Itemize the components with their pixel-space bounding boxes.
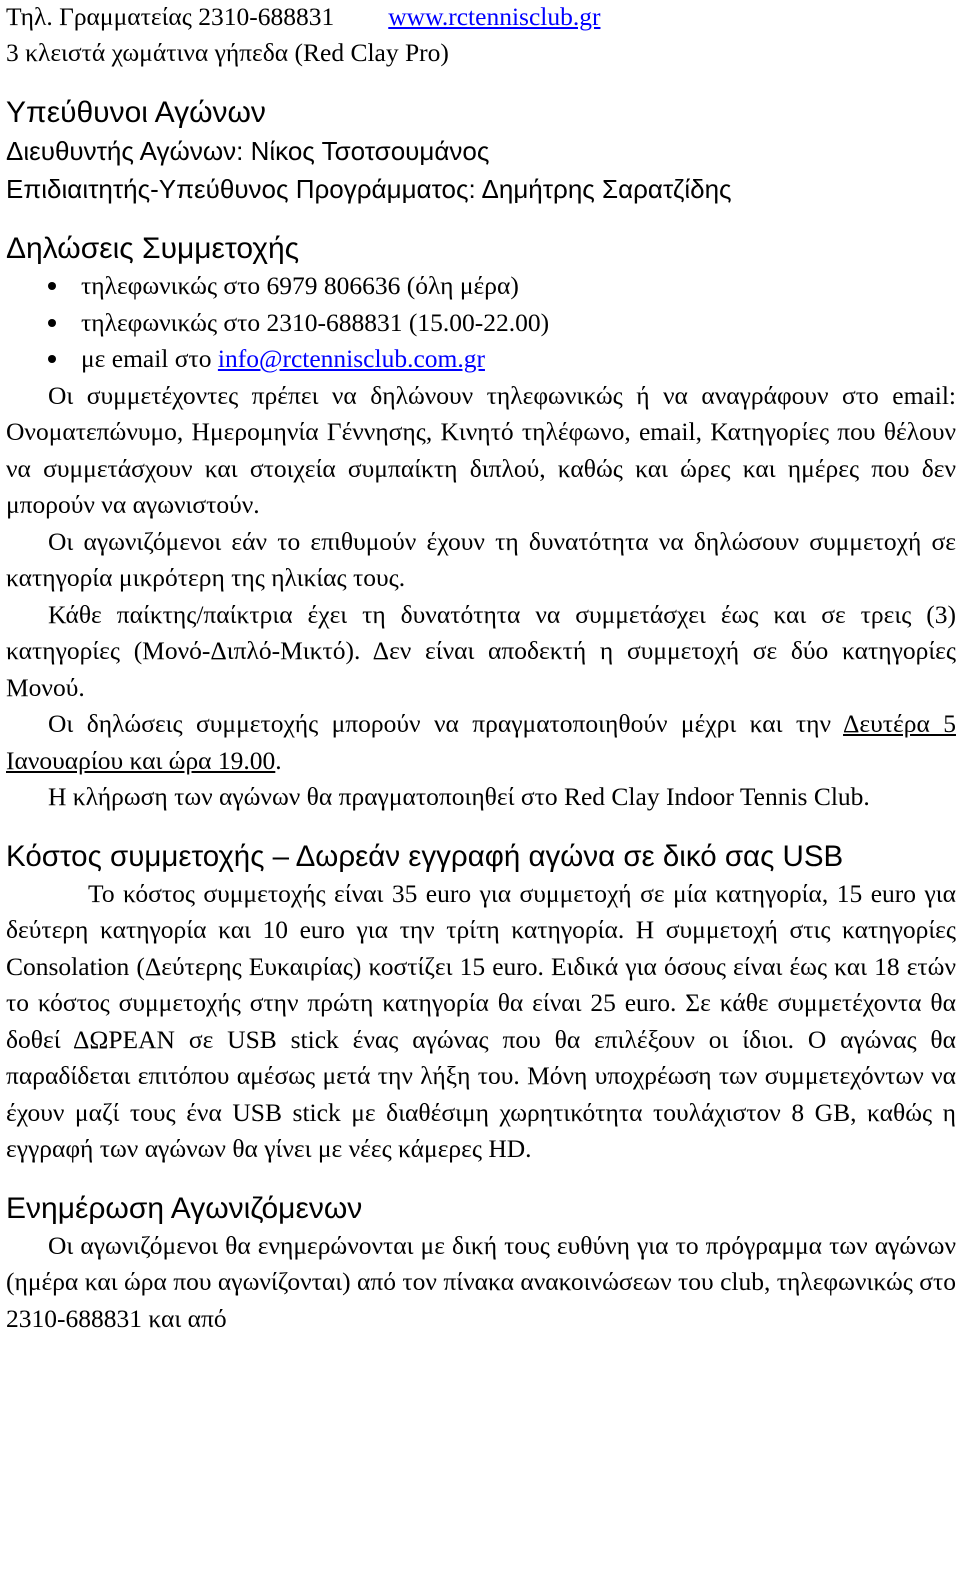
header-contact-line (6, 0, 956, 34)
website-link[interactable]: www.rctennisclub.gr (388, 2, 601, 31)
tournament-director: Διευθυντής Αγώνων: Νίκος Τσοτσουμάνος (6, 136, 490, 166)
document-page (6, 0, 956, 1337)
registration-method-item: με email στο info@rctennisclub.com.gr (6, 341, 956, 378)
bullet-icon (48, 282, 56, 290)
age-category-paragraph: Οι αγωνιζόμενοι εάν το επιθυμούν έχουν τη δυνατότητα να δηλώσουν συμμετοχή σε κατηγορία μικρότερη της ηλικίας τους. (6, 526, 956, 592)
registration-details-paragraph: Οι συμμετέχοντες πρέπει να δηλώνουν τηλεφωνικώς ή να αναγράφουν στο email: Ονοματεπώνυμο, Ημερομηνία Γέννησης, Κινητό τηλέφωνο, email, Κατηγορίες που θέλουν να συμμετάσχουν και στοιχεία συμπαίκτη διπλού, καθώς και ώρες και ημέρες που δεν μπορούν να αγωνιστούν. (6, 380, 956, 519)
email-link[interactable]: info@rctennisclub.com.gr (217, 344, 485, 373)
info-heading: Ενημέρωση Αγωνιζόμενων (6, 1191, 363, 1225)
bullet-icon (48, 319, 56, 327)
secretariat-phone: Τηλ. Γραμματείας 2310-688831 (6, 2, 335, 31)
deadline-date: Δευτέρα 5 Ιανουαρίου και ώρα 19.00 (6, 709, 956, 775)
registration-method-item: τηλεφωνικώς στο 6979 806636 (όλη μέρα) (6, 268, 956, 305)
deadline-paragraph: Οι δηλώσεις συμμετοχής μπορούν να πραγματοποιηθούν μέχρι και την Δευτέρα 5 Ιανουαρίου και ώρα 19.00. (6, 709, 956, 775)
courts-info: 3 κλειστά χωμάτινα γήπεδα (Red Clay Pro) (6, 38, 449, 67)
cost-heading: Κόστος συμμετοχής – Δωρεάν εγγραφή αγώνα σε δικό σας USB (6, 839, 844, 873)
registration-heading: Δηλώσεις Συμμετοχής (6, 232, 300, 265)
bullet-icon (48, 355, 56, 363)
info-paragraph: Οι αγωνιζόμενοι θα ενημερώνονται με δική τους ευθύνη για το πρόγραμμα των αγώνων (ημέρα και ώρα που αγωνίζονται) από τον πίνακα ανακοινώσεων του club, τηλεφωνικώς στο 2310-688831 και από (6, 1230, 956, 1333)
category-limit-paragraph: Κάθε παίκτης/παίκτρια έχει τη δυνατότητα να συμμετάσχει έως και σε τρεις (3) κατηγορίες (Μονό-Διπλό-Μικτό). Δεν είναι αποδεκτή η συμμετοχή σε δύο κατηγορίες Μονού. (6, 599, 956, 702)
draw-paragraph: Η κλήρωση των αγώνων θα πραγματοποιηθεί στο Red Clay Indoor Tennis Club. (48, 782, 870, 811)
officials-heading: Υπεύθυνοι Αγώνων (6, 96, 266, 129)
cost-paragraph: Το κόστος συμμετοχής είναι 35 euro για συμμετοχή σε μία κατηγορία, 15 euro για δεύτερη κατηγορία και 10 euro για την τρίτη κατηγορία. Η συμμετοχή στις κατηγορίες Consolation (Δεύτερης Ευκαιρίας) κοστίζει 15 euro. Ειδικά για όσους είναι έως και 18 ετών το κόστος συμμετοχής στην πρώτη κατηγορία θα είναι 25 euro. Σε κάθε συμμετέχοντα θα δοθεί ΔΩΡΕΑΝ σε USB stick ένας αγώνας που θα επιλέξουν οι ίδιοι. Ο αγώνας θα παραδίδεται επιτόπου αμέσως μετά την λήξη του. Μόνη υποχρέωση των συμμετεχόντων να έχουν μαζί τους ένα USB stick με διαθέσιμη χωρητικότητα τουλάχιστον 8 GB, καθώς η εγγραφή των αγώνων θα γίνει με νέες κάμερες HD. (6, 878, 956, 1163)
registration-methods-list (6, 268, 956, 378)
registration-method-item: τηλεφωνικώς στο 2310-688831 (15.00-22.00) (6, 305, 956, 342)
tournament-referee: Επιδιαιτητής-Υπεύθυνος Προγράμματος: Δημήτρης Σαρατζίδης (6, 174, 732, 204)
